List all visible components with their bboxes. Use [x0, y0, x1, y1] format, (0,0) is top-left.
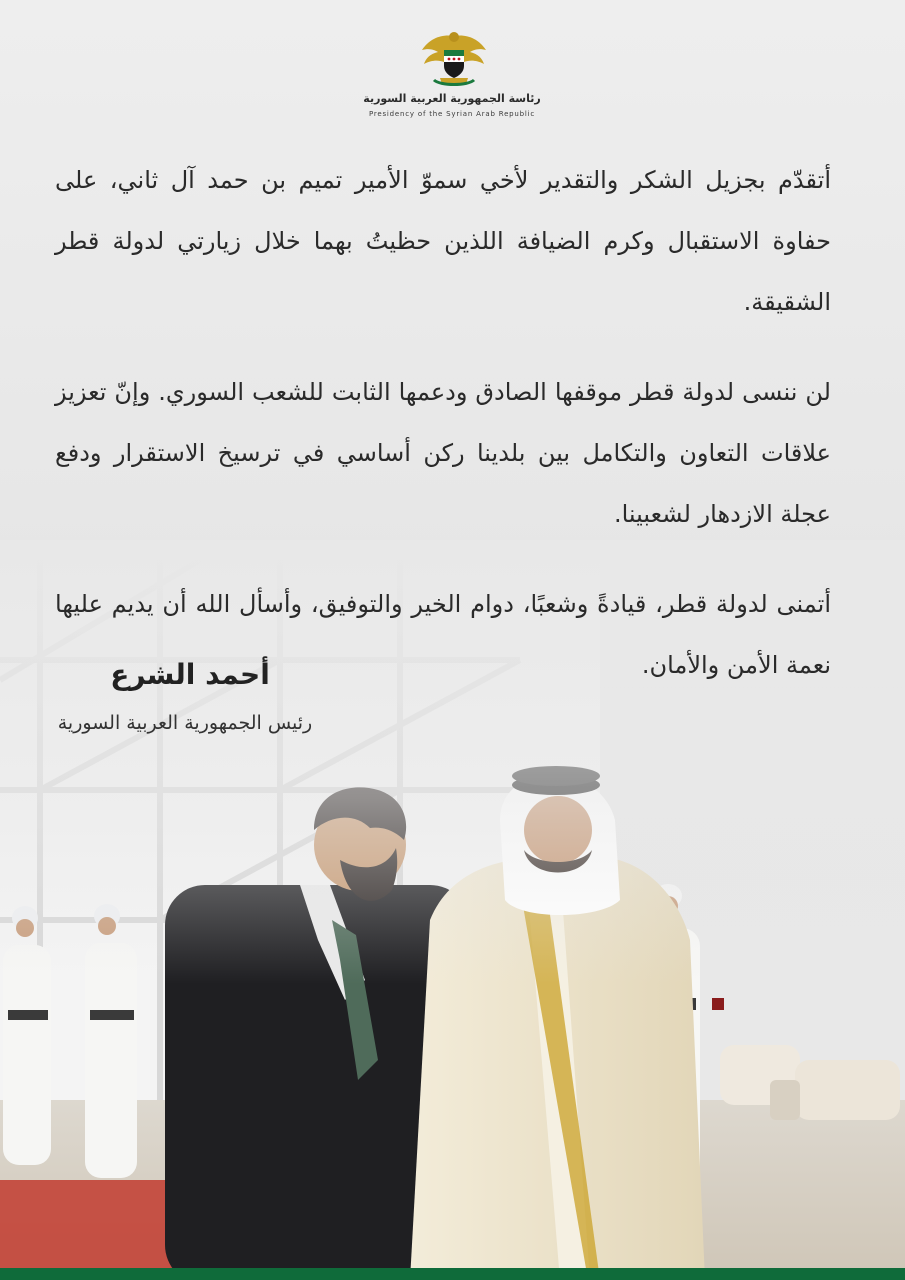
thank-you-message	[55, 150, 831, 725]
syrian-eagle-emblem-icon	[420, 28, 488, 90]
presidency-title-english: Presidency of the Syrian Arab Republic	[368, 110, 536, 118]
signer-title: رئيس الجمهورية العربية السورية	[57, 712, 313, 734]
bottom-accent-bar	[0, 1268, 905, 1280]
message-paragraph-1: أتقدّم بجزيل الشكر والتقدير لأخي سموّ الأمير تميم بن حمد آل ثاني، على حفاوة الاستقبال وكرم الضيافة اللذين حظيتُ بهما خلال زيارتي لدولة قطر الشقيقة.	[55, 166, 831, 316]
message-paragraph-3: أتمنى لدولة قطر، قيادةً وشعبًا، دوام الخير والتوفيق، وأسأل الله أن يديم عليها نعمة الأمن والأمان.	[55, 590, 831, 679]
signer-name: أحمد الشرع	[110, 658, 270, 691]
presidency-title-arabic: رئاسة الجمهورية العربية السورية	[363, 92, 541, 105]
message-paragraph-2: لن ننسى لدولة قطر موقفها الصادق ودعمها الثابت للشعب السوري. وإنّ تعزيز علاقات التعاون والتكامل بين بلدينا ركن أساسي في ترسيخ الاستقرار ودفع عجلة الازدهار لشعبينا.	[55, 378, 831, 528]
